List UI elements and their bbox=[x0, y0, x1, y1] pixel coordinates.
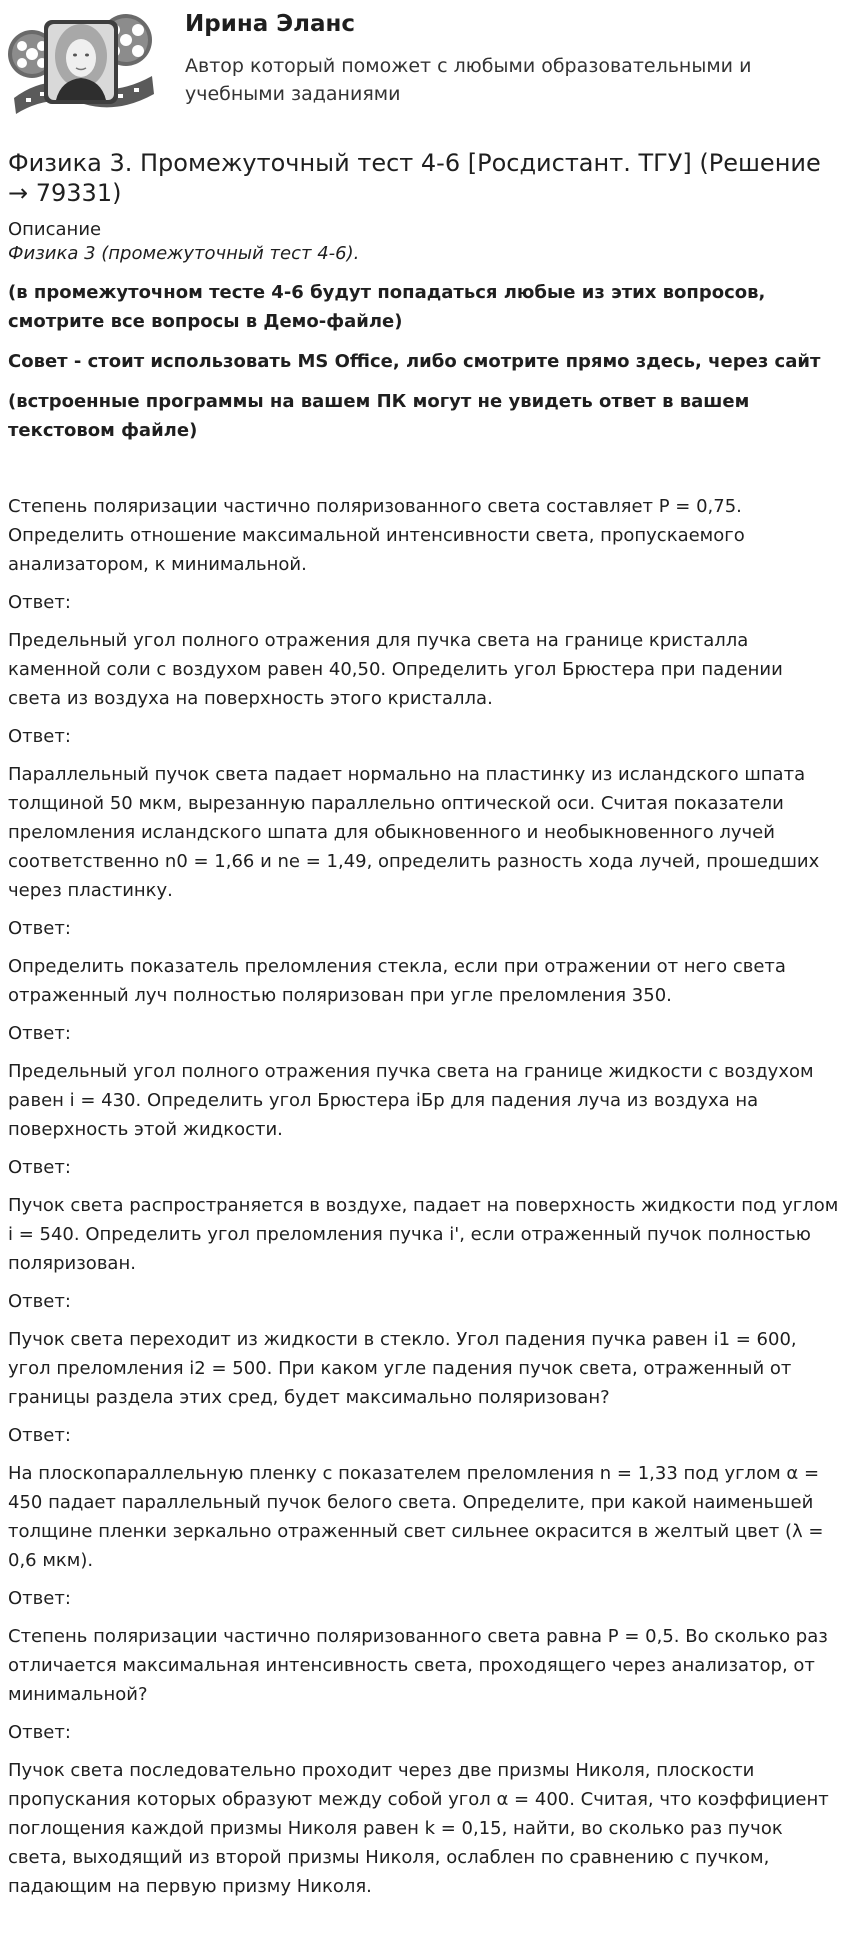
note-paragraph: (встроенные программы на вашем ПК могут не увидеть ответ в вашем текстовом файле) bbox=[8, 391, 750, 441]
note-paragraph: (в промежуточном тесте 4-6 будут попадаться любые из этих вопросов, смотрите все вопросы в Демо-файле) bbox=[8, 282, 766, 332]
answer-label: Ответ: bbox=[8, 1722, 71, 1743]
spacer bbox=[8, 456, 840, 492]
author-header bbox=[0, 0, 847, 140]
answer-label: Ответ: bbox=[8, 1291, 71, 1312]
question-text: Степень поляризации частично поляризованного света равна Р = 0,5. Во сколько раз отличается максимальная интенсивность света, проходящего через анализатор, от минимальной? bbox=[8, 1626, 828, 1705]
answer-label: Ответ: bbox=[8, 1157, 71, 1178]
author-description: Автор который поможет с любыми образовательными и учебными заданиями bbox=[185, 55, 752, 105]
main-content bbox=[8, 148, 840, 1910]
question-text: Определить показатель преломления стекла, если при отражении от него света отраженный луч полностью поляризован при угле преломления 350. bbox=[8, 956, 786, 1006]
author-name[interactable]: Ирина Эланс bbox=[185, 11, 356, 37]
note-paragraph: Совет - стоит использовать MS Office, либо смотрите прямо здесь, через сайт bbox=[8, 351, 821, 372]
author-avatar[interactable] bbox=[6, 6, 156, 124]
description-label: Описание bbox=[8, 219, 102, 240]
question-text: Предельный угол полного отражения пучка света на границе жидкости с воздухом равен i = 430. Определить угол Брюстера iБр для падения луча из воздуха на поверхность этой жидкости. bbox=[8, 1061, 814, 1140]
question-text: На плоскопараллельную пленку с показателем преломления n = 1,33 под углом α = 450 падает параллельный пучок белого света. Определите, при какой наименьшей толщине пленки зеркально отраженный свет сильнее окрасится в желтый цвет (λ = 0,6 мкм). bbox=[8, 1463, 824, 1571]
question-text: Пучок света распространяется в воздухе, падает на поверхность жидкости под углом i = 540. Определить угол преломления пучка i', если отраженный пучок полностью поляризован. bbox=[8, 1195, 839, 1274]
question-text: Степень поляризации частично поляризованного света составляет Р = 0,75. Определить отношение максимальной интенсивности света, пропускаемого анализатором, к минимальной. bbox=[8, 496, 745, 575]
answer-label: Ответ: bbox=[8, 1023, 71, 1044]
film-reel-avatar-icon bbox=[6, 6, 156, 124]
description-subtitle: Физика 3 (промежуточный тест 4-6). bbox=[8, 243, 360, 264]
page-title: Физика 3. Промежуточный тест 4-6 [Росдистант. ТГУ] (Решение → 79331) bbox=[8, 149, 821, 207]
question-text: Параллельный пучок света падает нормально на пластинку из исландского шпата толщиной 50 мкм, вырезанную параллельно оптической оси. Считая показатели преломления исландского шпата для обыкновенного и необыкновенного лучей соответственно n0 = 1,66 и nе = 1,49, определить разность хода лучей, прошедших через пластинку. bbox=[8, 764, 820, 901]
answer-label: Ответ: bbox=[8, 1588, 71, 1609]
question-text: Пучок света переходит из жидкости в стекло. Угол падения пучка равен i1 = 600, угол преломления i2 = 500. При каком угле падения пучок света, отраженный от границы раздела этих сред, будет максимально поляризован? bbox=[8, 1329, 797, 1408]
question-text: Предельный угол полного отражения для пучка света на границе кристалла каменной соли с воздухом равен 40,50. Определить угол Брюстера при падении света из воздуха на поверхность этого кристалла. bbox=[8, 630, 783, 709]
question-text: Пучок света последовательно проходит через две призмы Николя, плоскости пропускания которых образуют между собой угол α = 400. Считая, что коэффициент поглощения каждой призмы Николя равен k = 0,15, найти, во сколько раз пучок света, выходящий из второй призмы Николя, ослаблен по сравнению с пучком, падающим на первую призму Николя. bbox=[8, 1760, 829, 1897]
answer-label: Ответ: bbox=[8, 726, 71, 747]
answer-label: Ответ: bbox=[8, 592, 71, 613]
answer-label: Ответ: bbox=[8, 918, 71, 939]
answer-label: Ответ: bbox=[8, 1425, 71, 1446]
